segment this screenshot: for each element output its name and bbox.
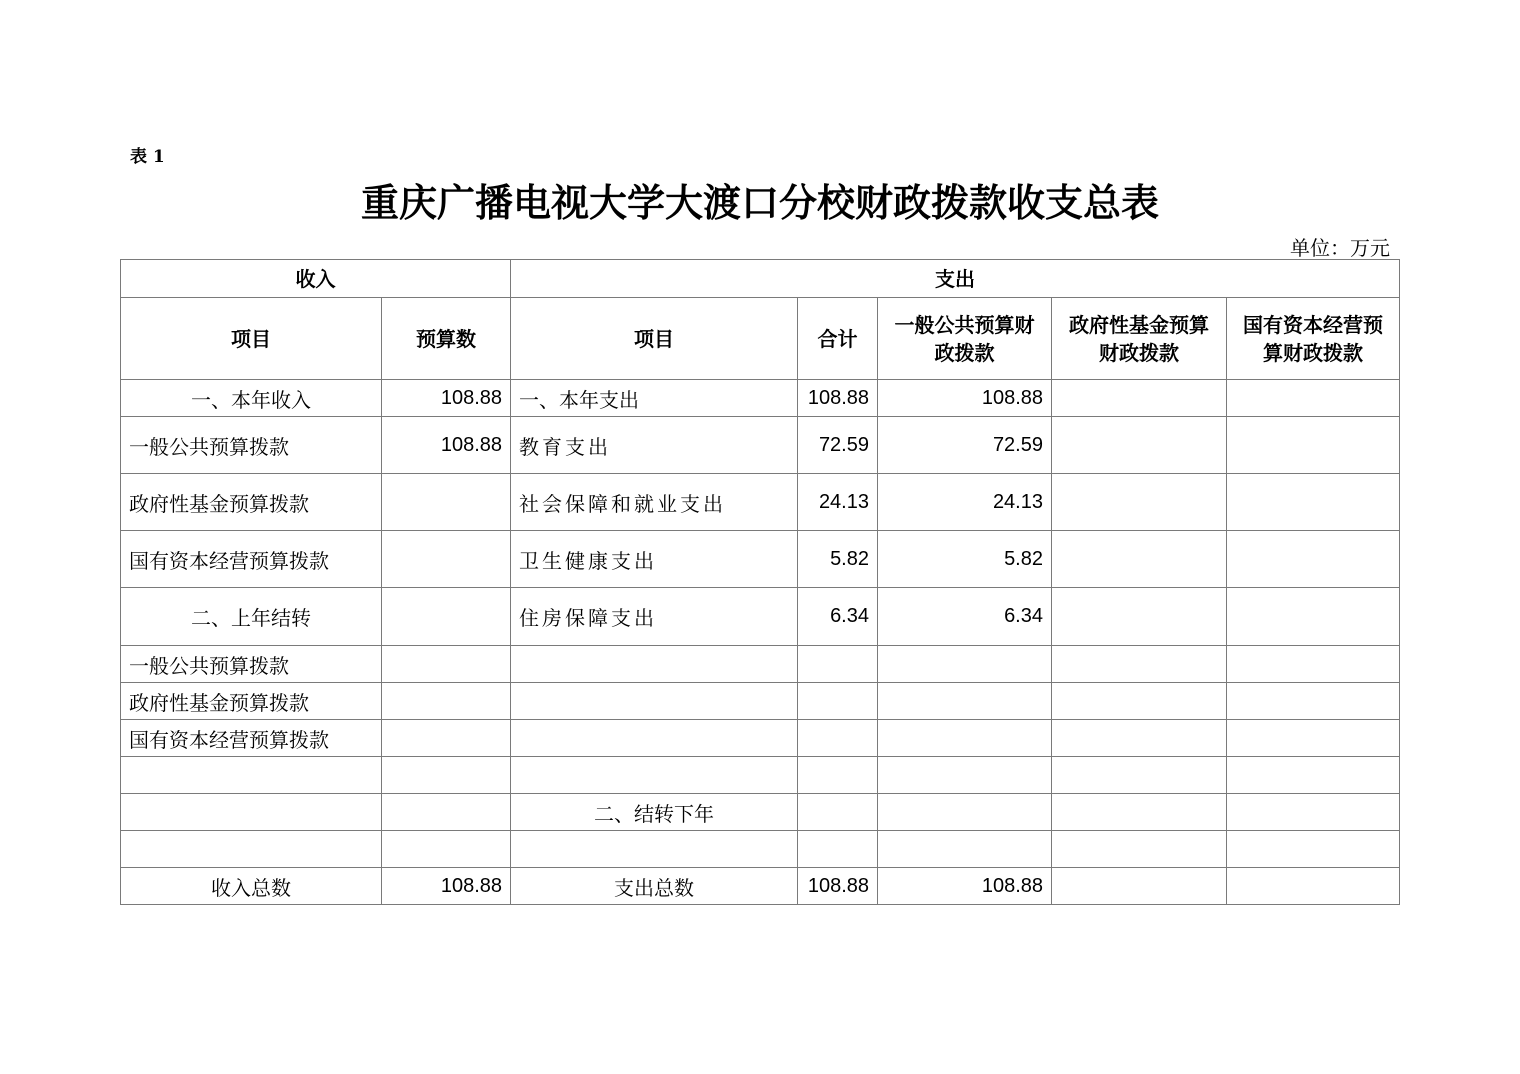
col-total: 合计: [798, 298, 878, 380]
table-row: [121, 683, 1400, 720]
general-value: 108.88: [878, 380, 1052, 417]
col-income-budget: 预算数: [382, 298, 511, 380]
expense-item: [511, 720, 798, 757]
gov-fund-value: [1052, 531, 1227, 588]
gov-fund-value: [1052, 794, 1227, 831]
income-item: [121, 794, 382, 831]
state-capital-value: [1227, 868, 1400, 905]
general-value: 72.59: [878, 417, 1052, 474]
total-value: [798, 646, 878, 683]
expense-item: 住房保障支出: [511, 588, 798, 646]
income-header: 收入: [121, 260, 511, 298]
table-row: [121, 588, 1400, 646]
expense-header: 支出: [511, 260, 1400, 298]
page-title: 重庆广播电视大学大渡口分校财政拨款收支总表: [360, 181, 1159, 225]
total-value: 72.59: [798, 417, 878, 474]
state-capital-value: [1227, 588, 1400, 646]
expense-item: 一、本年支出: [511, 380, 798, 417]
col-income-item: 项目: [121, 298, 382, 380]
general-value: [878, 794, 1052, 831]
state-capital-value: [1227, 417, 1400, 474]
general-value: [878, 646, 1052, 683]
gov-fund-value: [1052, 417, 1227, 474]
total-value: [798, 831, 878, 868]
col-expense-item: 项目: [511, 298, 798, 380]
general-value: 5.82: [878, 531, 1052, 588]
total-value: 6.34: [798, 588, 878, 646]
state-capital-value: [1227, 683, 1400, 720]
unit-label: 单位：万元: [1290, 236, 1390, 260]
gov-fund-value: [1052, 588, 1227, 646]
expense-item: [511, 683, 798, 720]
total-value: 108.88: [798, 868, 878, 905]
table-row-total: [121, 868, 1400, 905]
general-value: [878, 683, 1052, 720]
general-value: [878, 831, 1052, 868]
state-capital-value: [1227, 757, 1400, 794]
income-budget: [382, 646, 511, 683]
table-row: [121, 831, 1400, 868]
general-value: 6.34: [878, 588, 1052, 646]
table-row: [121, 646, 1400, 683]
header-row-group: [121, 260, 1400, 298]
income-budget: [382, 474, 511, 531]
income-budget: [382, 794, 511, 831]
col-general: 一般公共预算财政拨款: [878, 298, 1052, 380]
table-number: 表 1: [130, 147, 165, 167]
general-value: 24.13: [878, 474, 1052, 531]
header-row-columns: [121, 298, 1400, 380]
table-row: [121, 794, 1400, 831]
table-row: [121, 417, 1400, 474]
table-row: [121, 720, 1400, 757]
expense-item: [511, 757, 798, 794]
total-value: [798, 720, 878, 757]
table-row: [121, 757, 1400, 794]
income-item: [121, 831, 382, 868]
income-item: 二、上年结转: [121, 588, 382, 646]
income-budget: 108.88: [382, 417, 511, 474]
expense-item: 社会保障和就业支出: [511, 474, 798, 531]
gov-fund-value: [1052, 868, 1227, 905]
gov-fund-value: [1052, 380, 1227, 417]
income-budget: [382, 683, 511, 720]
table-row: [121, 380, 1400, 417]
total-value: [798, 757, 878, 794]
expense-item: [511, 831, 798, 868]
total-value: 5.82: [798, 531, 878, 588]
expense-item: [511, 646, 798, 683]
income-item: 国有资本经营预算拨款: [121, 531, 382, 588]
col-state-capital: 国有资本经营预算财政拨款: [1227, 298, 1400, 380]
income-budget: [382, 531, 511, 588]
income-budget: 108.88: [382, 380, 511, 417]
gov-fund-value: [1052, 683, 1227, 720]
income-budget: [382, 831, 511, 868]
state-capital-value: [1227, 531, 1400, 588]
table-row: [121, 531, 1400, 588]
gov-fund-value: [1052, 646, 1227, 683]
table-row: [121, 474, 1400, 531]
expense-total-label: 支出总数: [511, 868, 798, 905]
income-budget: [382, 757, 511, 794]
total-value: [798, 683, 878, 720]
total-value: [798, 794, 878, 831]
expense-item: 二、结转下年: [511, 794, 798, 831]
income-item: 国有资本经营预算拨款: [121, 720, 382, 757]
income-item: [121, 757, 382, 794]
budget-table: [120, 259, 1400, 905]
state-capital-value: [1227, 794, 1400, 831]
state-capital-value: [1227, 380, 1400, 417]
income-budget: [382, 588, 511, 646]
income-total-label: 收入总数: [121, 868, 382, 905]
expense-item: 卫生健康支出: [511, 531, 798, 588]
expense-item: 教育支出: [511, 417, 798, 474]
income-total-value: 108.88: [382, 868, 511, 905]
income-item: 一般公共预算拨款: [121, 417, 382, 474]
general-value: [878, 720, 1052, 757]
general-value: [878, 757, 1052, 794]
col-gov-fund: 政府性基金预算财政拨款: [1052, 298, 1227, 380]
state-capital-value: [1227, 474, 1400, 531]
state-capital-value: [1227, 720, 1400, 757]
gov-fund-value: [1052, 474, 1227, 531]
income-item: 政府性基金预算拨款: [121, 474, 382, 531]
income-item: 政府性基金预算拨款: [121, 683, 382, 720]
gov-fund-value: [1052, 831, 1227, 868]
gov-fund-value: [1052, 720, 1227, 757]
income-budget: [382, 720, 511, 757]
total-value: 108.88: [798, 380, 878, 417]
total-value: 24.13: [798, 474, 878, 531]
income-item: 一般公共预算拨款: [121, 646, 382, 683]
general-value: 108.88: [878, 868, 1052, 905]
state-capital-value: [1227, 646, 1400, 683]
state-capital-value: [1227, 831, 1400, 868]
income-item: 一、本年收入: [121, 380, 382, 417]
gov-fund-value: [1052, 757, 1227, 794]
